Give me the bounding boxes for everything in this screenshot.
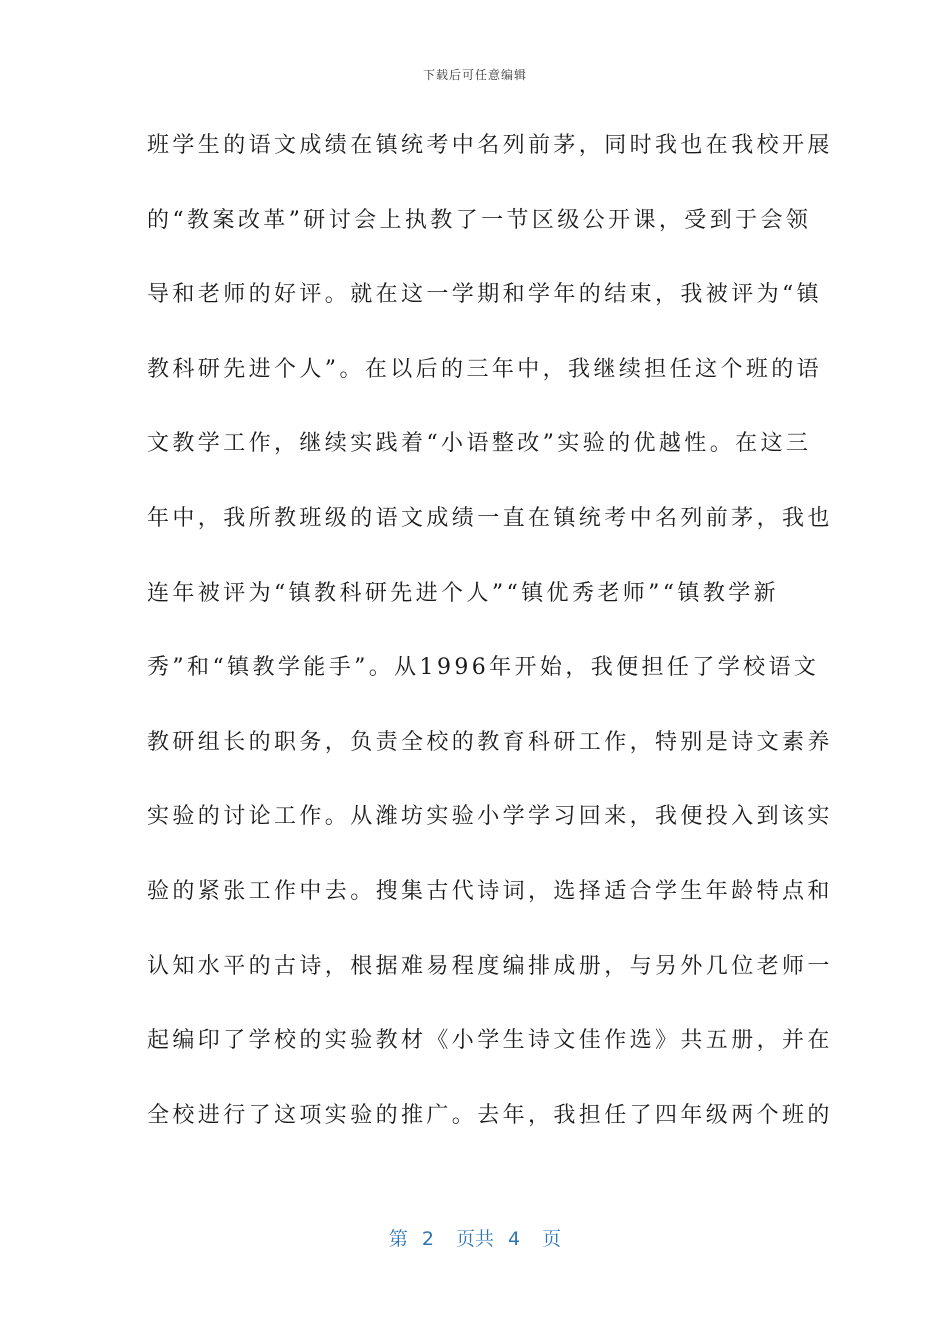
text-line: 的“教案改革”研讨会上执教了一节区级公开课，受到于会领 [147,207,812,233]
current-page-number: 2 [421,1228,434,1250]
total-pages-number: 4 [508,1228,521,1250]
text-line: 连年被评为“镇教科研先进个人”“镇优秀老师”“镇教学新 [147,580,780,606]
footer-prefix: 第 [388,1228,408,1250]
text-line: 秀”和“镇教学能手”。从1996年开始，我便担任了学校语文 [147,655,820,681]
text-line: 实验的讨论工作。从潍坊实验小学学习回来，我便投入到该实 [147,804,833,830]
text-line: 班学生的语文成绩在镇统考中名列前茅，同时我也在我校开展 [147,133,833,158]
footer-suffix: 页 [542,1228,562,1250]
text-line: 验的紧张工作中去。搜集古代诗词，选择适合学生年龄特点和 [147,878,833,904]
footer-middle: 页共 [455,1228,494,1250]
header-note: 下载后可任意编辑 [422,68,527,82]
page-footer [0,1224,950,1251]
text-line: 教科研先进个人”。在以后的三年中，我继续担任这个班的语 [147,356,823,382]
text-line: 认知水平的古诗，根据难易程度编排成册，与另外几位老师一 [147,953,833,979]
text-line: 起编印了学校的实验教材《小学生诗文佳作选》共五册，并在 [147,1028,833,1054]
text-line: 教研组长的职务，负责全校的教育科研工作，特别是诗文素养 [147,729,833,755]
body-text [147,125,833,1169]
text-line: 文教学工作，继续实践着“小语整改”实验的优越性。在这三 [147,431,812,457]
text-line: 年中，我所教班级的语文成绩一直在镇统考中名列前茅，我也 [147,505,833,531]
text-line: 全校进行了这项实验的推广。去年，我担任了四年级两个班的 [147,1102,833,1128]
text-line: 导和老师的好评。就在这一学期和学年的结束，我被评为“镇 [147,282,823,308]
